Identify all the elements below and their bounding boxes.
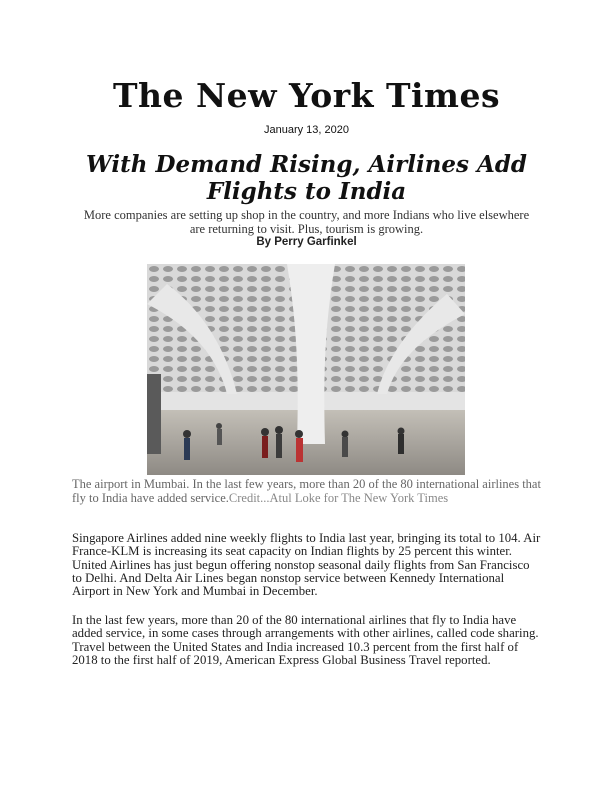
publication-date: January 13, 2020: [263, 124, 349, 136]
article-headline: With Demand Rising, Airlines Add Flights to India: [86, 151, 527, 205]
article-photo: [147, 264, 465, 475]
article-summary: More companies are setting up shop in the country, and more Indians who live elsewhere are returning to visit. Plus, tourism is growing.: [83, 208, 530, 236]
article-byline: By Perry Garfinkel: [256, 236, 357, 248]
caption-text: The airport in Mumbai. In the last few years, more than 20 of the 80 international airlines that fly to India have added service.: [72, 477, 541, 505]
photo-credit: Credit...Atul Loke for The New York Times: [228, 491, 449, 505]
body-paragraph: Singapore Airlines added nine weekly flights to India last year, bringing its total to 104. Air France-KLM is increasing its seat capacity on Indian flights by 25 percent this winter. United Airlines has just begun offering nonstop seasonal daily flights from San Francisco to Delhi. And Delta Air Lines began nonstop service between Kennedy International Airport in New York and Mumbai in December.: [72, 531, 541, 599]
photo-caption: [72, 477, 542, 505]
body-paragraph: In the last few years, more than 20 of the 80 international airlines that fly to India have added service, in some cases through arrangements with other airlines, called code sharing. Travel between the United States and India increased 10.3 percent from the first half of 2018 to the first half of 2019, American Express Global Business Travel reported.: [72, 613, 539, 667]
masthead-logo: The New York Times: [112, 76, 501, 115]
